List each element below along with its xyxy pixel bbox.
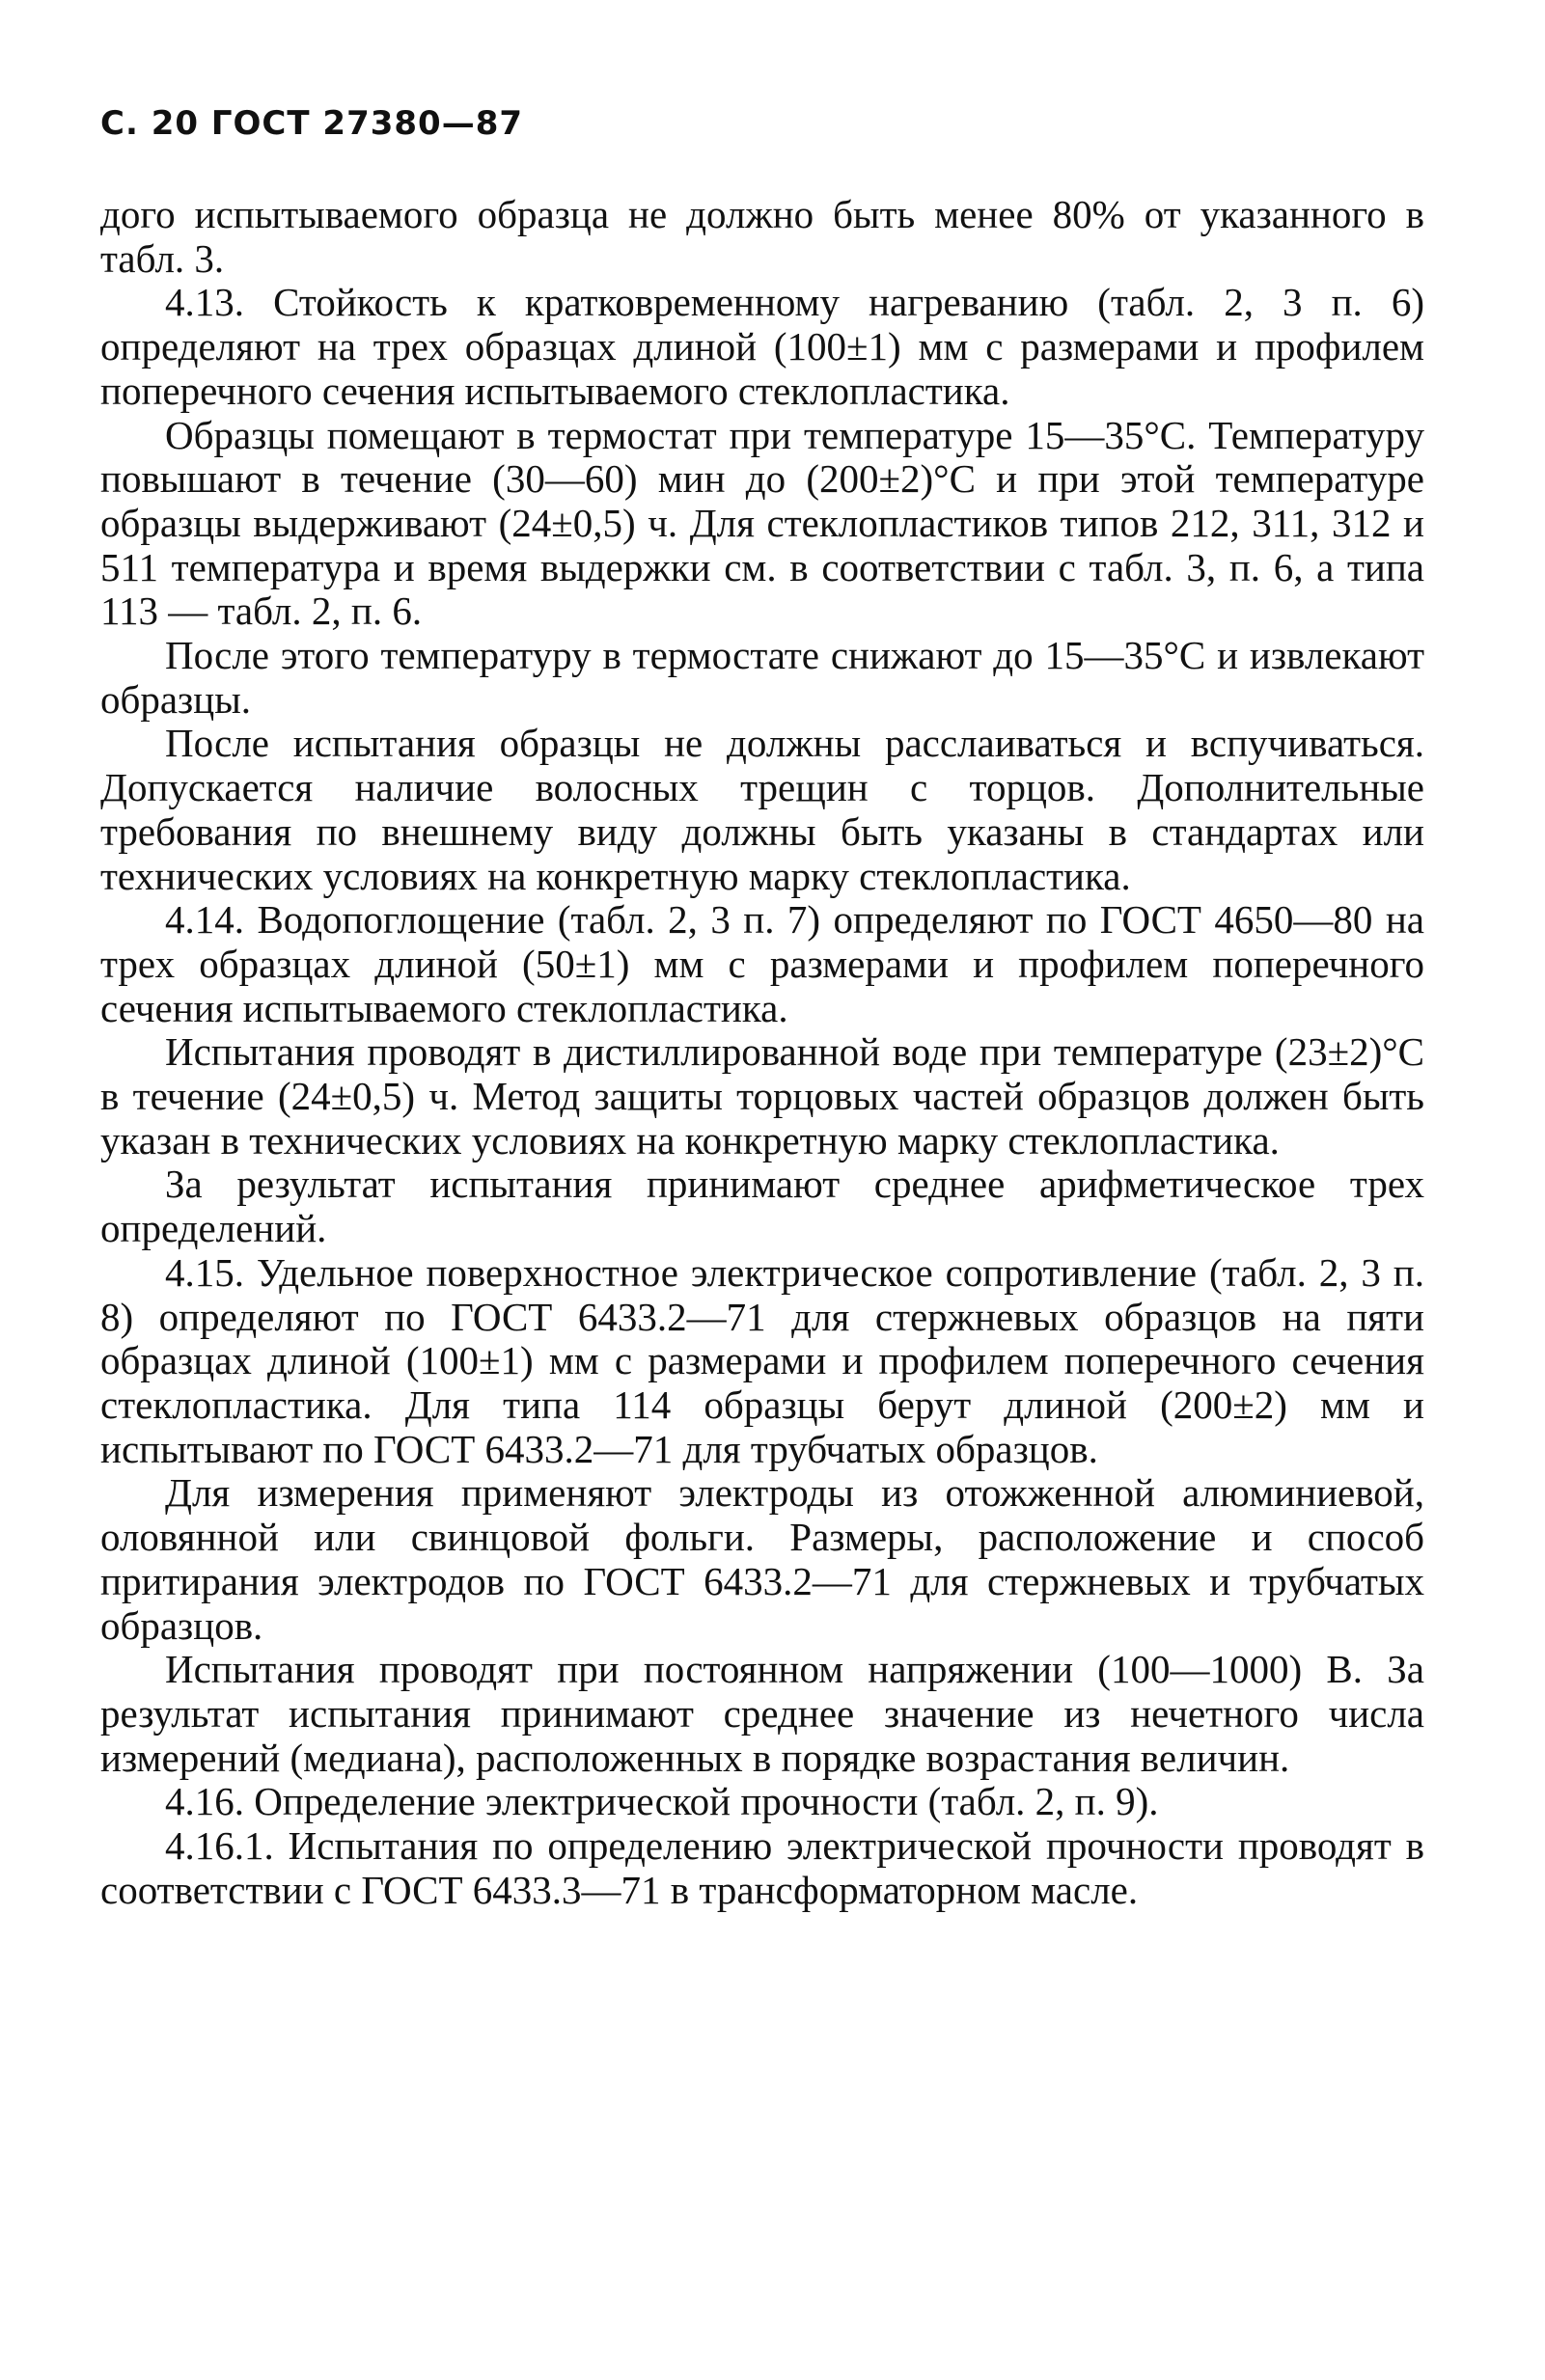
paragraph-continuation: дого испытываемого образца не должно быть менее 80% от указанного в табл. 3. <box>100 192 1424 281</box>
paragraph-cooling: После этого температуру в термостате снижают до 15—35°С и извлекают образцы. <box>100 633 1424 722</box>
paragraph-4-13: 4.13. Стойкость к кратковременному нагреванию (табл. 2, 3 п. 6) определяют на трех образцах длиной (100±1) мм с размерами и профилем поперечного сечения испытываемого стеклопластика. <box>100 280 1424 413</box>
paragraph-4-16-1: 4.16.1. Испытания по определению электрической прочности проводят в соответствии с ГОСТ 6433.3—71 в трансформаторном масле. <box>100 1823 1424 1912</box>
paragraph-water-test: Испытания проводят в дистиллированной воде при температуре (23±2)°С в течение (24±0,5) ч. Метод защиты торцовых частей образцов должен быть указан в технических условиях на конкретную марку стеклопластика. <box>100 1029 1424 1163</box>
paragraph-electrodes: Для измерения применяют электроды из отожженной алюминиевой, оловянной или свинцовой фольги. Размеры, расположение и способ притирания электродов по ГОСТ 6433.2—71 для стержневых и трубчатых образцов. <box>100 1470 1424 1648</box>
paragraph-after-test: После испытания образцы не должны расслаиваться и вспучиваться. Допускается наличие волосных трещин с торцов. Дополнительные требования по внешнему виду должны быть указаны в стандартах или технических условиях на конкретную марку стеклопластика. <box>100 721 1424 898</box>
paragraph-thermostat: Образцы помещают в термостат при температуре 15—35°С. Температуру повышают в течение (30—60) мин до (200±2)°С и при этой температуре образцы выдерживают (24±0,5) ч. Для стеклопластиков типов 212, 311, 312 и 511 температура и время выдержки см. в соответствии с табл. 3, п. 6, а типа 113 — табл. 2, п. 6. <box>100 412 1424 634</box>
paragraph-result-mean: За результат испытания принимают среднее арифметическое трех определений. <box>100 1162 1424 1251</box>
paragraph-4-15: 4.15. Удельное поверхностное электрическое сопротивление (табл. 2, 3 п. 8) определяют по ГОСТ 6433.2—71 для стержневых образцов на пяти образцах длиной (100±1) мм с размерами и профилем поперечного сечения стеклопластика. Для типа 114 образцы берут длиной (200±2) мм и испытывают по ГОСТ 6433.2—71 для трубчатых образцов. <box>100 1249 1424 1471</box>
paragraph-4-16: 4.16. Определение электрической прочности (табл. 2, п. 9). <box>165 1779 1159 1824</box>
document-page <box>100 104 1424 1912</box>
paragraph-voltage: Испытания проводят при постоянном напряжении (100—1000) В. За результат испытания принимают среднее значение из нечетного числа измерений (медиана), расположенных в порядке возрастания величин. <box>100 1647 1424 1780</box>
page-header: С. 20 ГОСТ 27380—87 <box>100 104 524 143</box>
paragraph-4-14: 4.14. Водопоглощение (табл. 2, 3 п. 7) определяют по ГОСТ 4650—80 на трех образцах длиной (50±1) мм с размерами и профилем поперечного сечения испытываемого стеклопластика. <box>100 897 1424 1030</box>
document-body <box>100 193 1424 1912</box>
